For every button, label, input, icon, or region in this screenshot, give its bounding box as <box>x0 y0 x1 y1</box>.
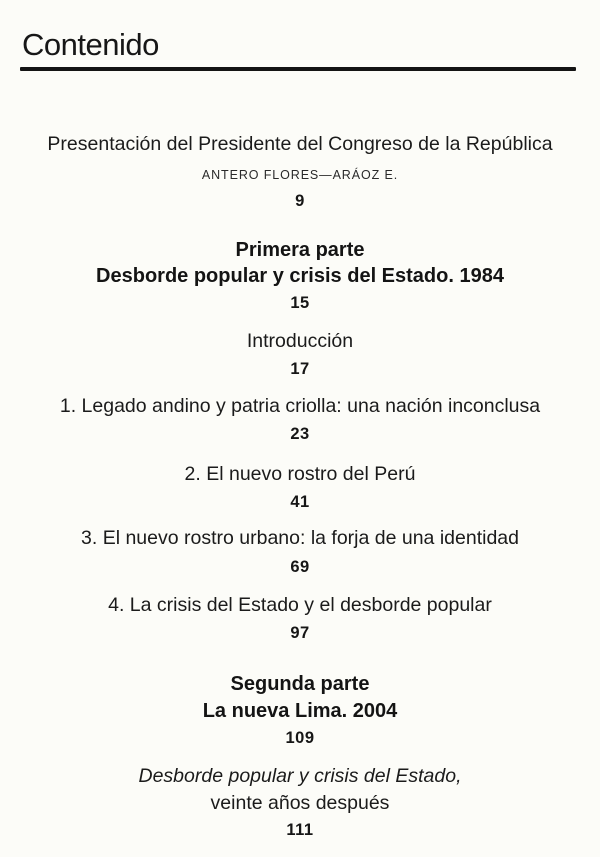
title-rule <box>20 67 576 71</box>
toc-entry-chapter3: 3. El nuevo rostro urbano: la forja de una identidad <box>81 527 519 549</box>
page-title: Contenido <box>22 27 159 62</box>
presentation-title: Presentación del Presidente del Congreso de la República <box>47 133 553 155</box>
toc-entry-chapter2-page: 41 <box>290 493 310 511</box>
part1-heading: Primera parte <box>235 239 365 261</box>
part2-subheading: La nueva Lima. 2004 <box>202 700 398 722</box>
toc-entry-chapter4: 4. La crisis del Estado y el desborde popular <box>108 594 492 616</box>
toc-entry-introduccion: Introducción <box>246 330 354 352</box>
part1-subheading: Desborde popular y crisis del Estado. 1984 <box>96 265 504 287</box>
toc-entry-chapter1-page: 23 <box>290 425 310 443</box>
toc-entry-chapter1: 1. Legado andino y patria criolla: una nación inconclusa <box>59 395 541 417</box>
toc-entry-introduccion-page: 17 <box>290 360 310 378</box>
toc-entry-desborde-line1: Desborde popular y crisis del Estado, <box>138 765 462 787</box>
part2-heading: Segunda parte <box>230 673 370 695</box>
presentation-page-number: 9 <box>295 192 305 210</box>
toc-entry-chapter4-page: 97 <box>290 624 310 642</box>
toc-entry-desborde-line2: veinte años después <box>210 792 390 814</box>
part1-page-number: 15 <box>290 294 310 312</box>
part2-page-number: 109 <box>285 729 315 747</box>
toc-entry-chapter2: 2. El nuevo rostro del Perú <box>184 463 416 485</box>
toc-entry-chapter3-page: 69 <box>290 558 310 576</box>
toc-entry-desborde-page: 111 <box>286 821 314 839</box>
presentation-author: ANTERO FLORES—ARÁOZ E. <box>201 168 399 182</box>
